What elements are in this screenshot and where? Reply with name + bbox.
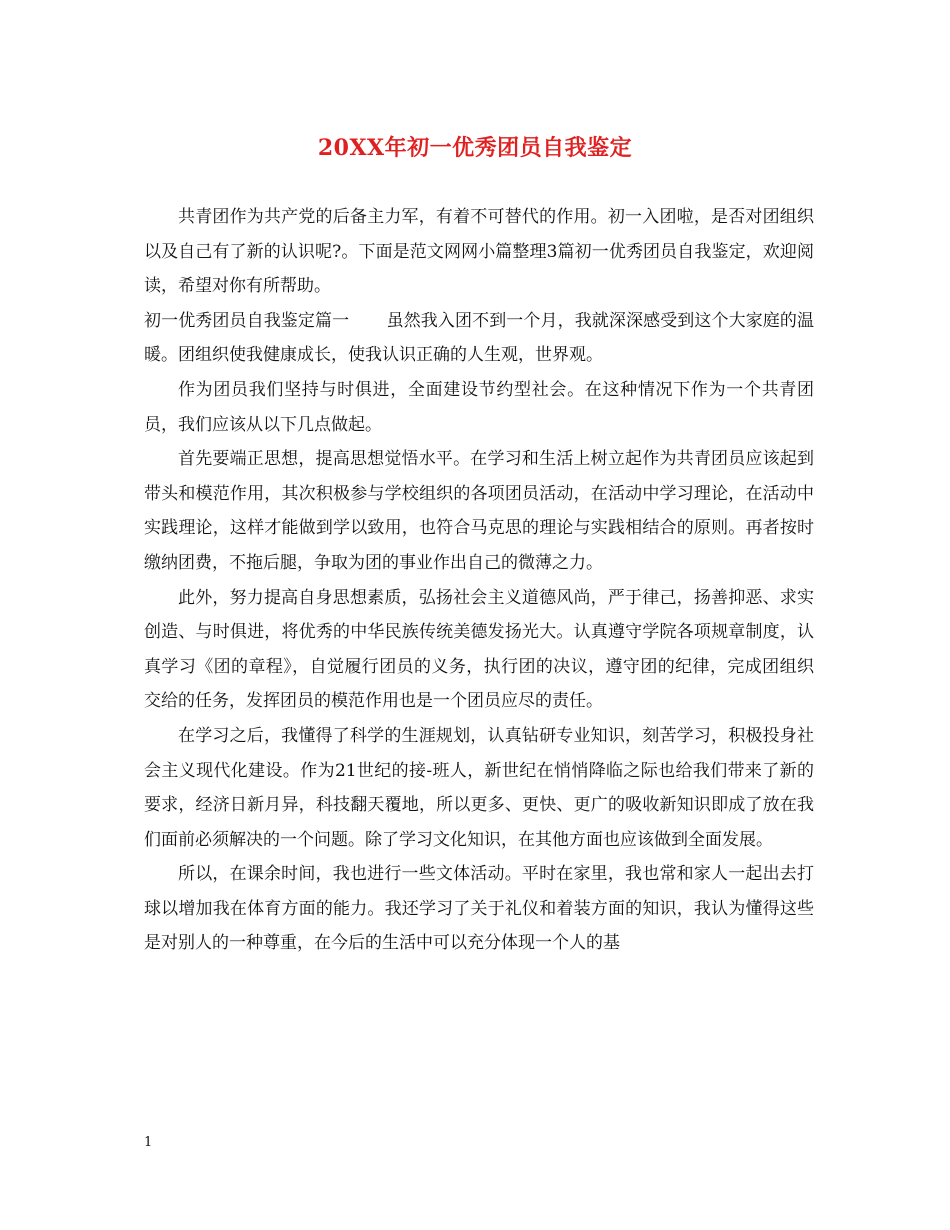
- body-paragraph-1: 作为团员我们坚持与时俱进，全面建设节约型社会。在这种情况下作为一个共青团员，我们应该从以下几点做起。: [144, 379, 814, 435]
- section-first-text: 虽然我入团不到一个月，我就深深感受到这个大家庭的温暖。团组织使我健康成长，使我认识正确的人生观，世界观。: [144, 310, 814, 366]
- body-paragraph-5: 所以，在课余时间，我也进行一些文体活动。平时在家里，我也常和家人一起出去打球以增加我在体育方面的能力。我还学习了关于礼仪和着装方面的知识，我认为懂得这些是对别人的一种尊重，在今后的生活中可以充分体现一个人的基: [144, 864, 814, 954]
- document-title: 20XX年初一优秀团员自我鉴定: [317, 135, 633, 161]
- body-paragraph-2: 首先要端正思想，提高思想觉悟水平。在学习和生活上树立起作为共青团员应该起到带头和模范作用，其次积极参与学校组织的各项团员活动，在活动中学习理论，在活动中实践理论，这样才能做到学以致用，也符合马克思的理论与实践相结合的原则。再者按时缴纳团费，不拖后腿，争取为团的事业作出自己的微薄之力。: [144, 449, 814, 573]
- section-heading: 初一优秀团员自我鉴定篇一: [144, 310, 350, 331]
- section-paragraph: [144, 304, 814, 373]
- body-paragraph-3: 此外，努力提高自身思想素质，弘扬社会主义道德风尚，严于律己，扬善抑恶、求实创造、与时俱进，将优秀的中华民族传统美德发扬光大。认真遵守学院各项规章制度，认真学习《团的章程》，自觉履行团员的义务，执行团的决议，遵守团的纪律，完成团组织交给的任务，发挥团员的模范作用也是一个团员应尽的责任。: [144, 587, 814, 712]
- page-number: 1: [144, 1135, 153, 1150]
- intro-paragraph: 共青团作为共产党的后备主力军，有着不可替代的作用。初一入团啦，是否对团组织以及自己有了新的认识呢?。下面是范文网网小篇整理3篇初一优秀团员自我鉴定，欢迎阅读，希望对你有所帮助。: [144, 207, 814, 297]
- body-paragraph-4: 在学习之后，我懂得了科学的生涯规划，认真钻研专业知识，刻苦学习，积极投身社会主义现代化建设。作为21世纪的接-班人，新世纪在悄悄降临之际也给我们带来了新的要求，经济日新月异，科技翻天覆地，所以更多、更快、更广的吸收新知识即成了放在我们面前必须解决的一个问题。除了学习文化知识，在其他方面也应该做到全面发展。: [144, 725, 814, 850]
- document-body: [144, 200, 814, 961]
